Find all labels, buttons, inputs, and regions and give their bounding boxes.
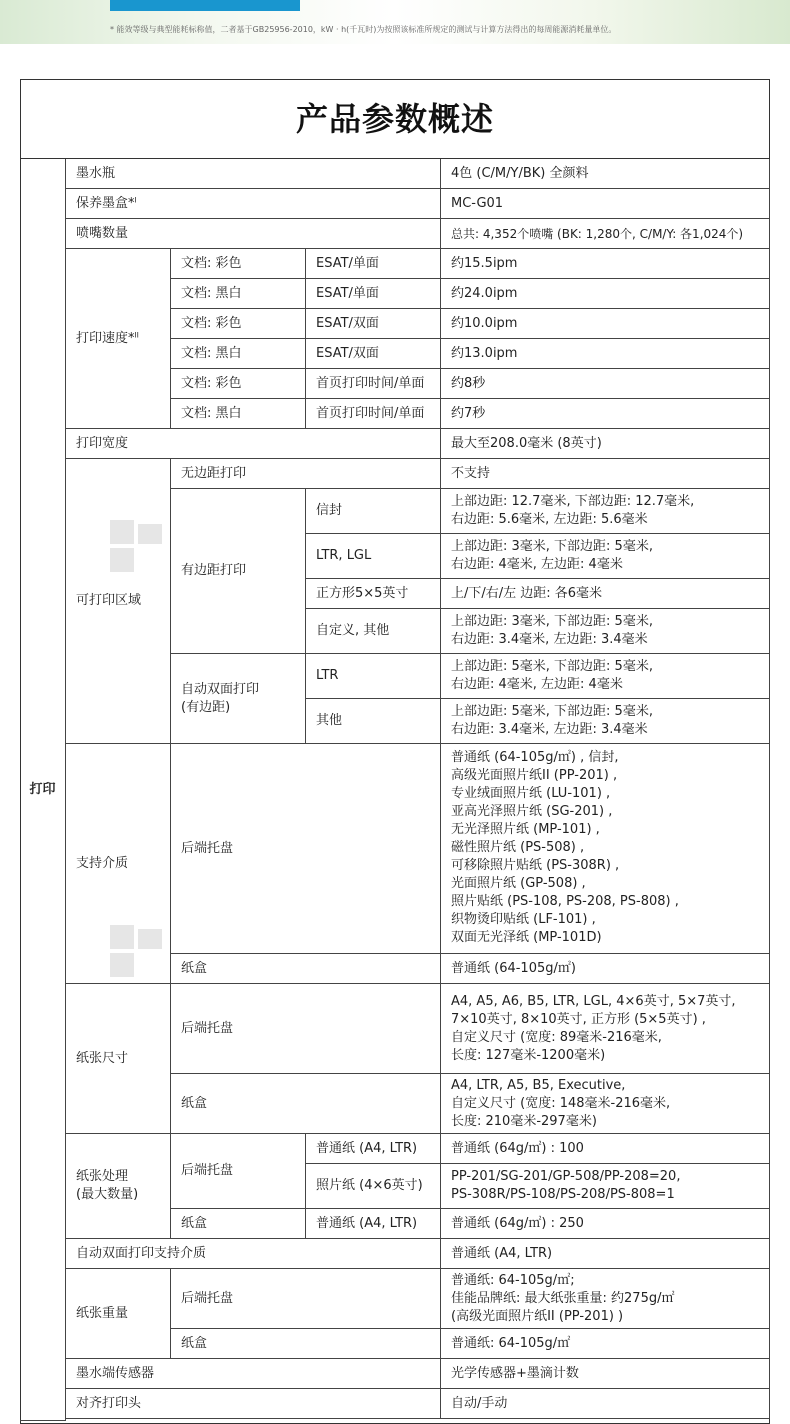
speed-mode-5-cell xyxy=(306,399,441,429)
ink-label: 墨水瓶 xyxy=(76,165,116,181)
ltr-lgl-value-cell xyxy=(441,534,770,579)
align-label: 对齐打印头 xyxy=(76,1395,142,1411)
size-label: 纸张尺寸 xyxy=(76,1050,129,1066)
handling-photo-label: 照片纸 (4×6英寸) xyxy=(316,1178,423,1193)
area-label-cell xyxy=(66,459,171,744)
nozzle-label: 喷嘴数量 xyxy=(76,225,129,241)
size-rear-value: A4, A5, A6, B5, LTR, LGL, 4×6英寸, 5×7英寸, 7×10英寸, 8×10英寸, 正方形 (5×5英寸) , 自定义尺寸 (宽度: 89毫米-216毫米, 长度: 127毫米-1200毫米) xyxy=(451,993,736,1063)
maint-label-cell xyxy=(66,189,441,219)
watermark-logo-icon-2 xyxy=(110,925,170,985)
banner-accent-bar xyxy=(110,0,300,11)
speed-value-5-cell xyxy=(441,399,770,429)
maint-value: MC-G01 xyxy=(451,195,504,211)
handling-photo-value-cell xyxy=(441,1164,770,1209)
weight-rear-value: 普通纸: 64-105g/㎡; 佳能品牌纸: 最大纸张重量: 约275g/㎡ (高级光面照片纸II (PP-201) ) xyxy=(451,1272,675,1324)
duplex-other-value-cell xyxy=(441,699,770,744)
square-cell xyxy=(306,579,441,609)
speed-doc-5-cell xyxy=(171,399,306,429)
ink-value: 4色 (C/M/Y/BK) 全颜料 xyxy=(451,165,589,181)
speed-doc-2-cell xyxy=(171,309,306,339)
speed-value-2: 约10.0ipm xyxy=(451,315,518,331)
ink-value-cell xyxy=(441,159,770,189)
weight-cassette-label: 纸盒 xyxy=(181,1335,208,1351)
handling-label-cell xyxy=(66,1134,171,1239)
width-value: 最大至208.0毫米 (8英寸) xyxy=(451,435,602,451)
speed-value-0-cell xyxy=(441,249,770,279)
ltr-lgl-label: LTR, LGL xyxy=(316,548,372,563)
speed-doc-3: 文档: 黑白 xyxy=(181,345,242,361)
speed-doc-1-cell xyxy=(171,279,306,309)
speed-mode-0: ESAT/单面 xyxy=(316,255,379,271)
width-label-cell xyxy=(66,429,441,459)
borderless-label-cell xyxy=(171,459,441,489)
duplex-media-value: 普通纸 (A4, LTR) xyxy=(451,1245,553,1261)
align-value: 自动/手动 xyxy=(451,1395,508,1411)
section-label: 打印 xyxy=(29,781,56,797)
duplex-media-label: 自动双面打印支持介质 xyxy=(76,1245,207,1261)
size-rear-cell xyxy=(171,984,441,1074)
ltr-lgl-cell xyxy=(306,534,441,579)
handling-cassette-value: 普通纸 (64g/㎡) : 250 xyxy=(451,1215,584,1231)
speed-mode-1-cell xyxy=(306,279,441,309)
handling-rear-cell xyxy=(171,1134,306,1209)
speed-doc-1: 文档: 黑白 xyxy=(181,285,242,301)
size-cassette-value-cell xyxy=(441,1074,770,1134)
section-print xyxy=(20,159,66,1421)
size-cassette-cell xyxy=(171,1074,441,1134)
page-title: 产品参数概述 xyxy=(295,100,494,138)
size-rear-label: 后端托盘 xyxy=(181,1020,234,1036)
handling-plain-value: 普通纸 (64g/㎡) : 100 xyxy=(451,1140,584,1156)
envelope-value: 上部边距: 12.7毫米, 下部边距: 12.7毫米, 右边距: 5.6毫米, 左边距: 5.6毫米 xyxy=(451,494,695,527)
size-label-cell xyxy=(66,984,171,1134)
nozzle-label-cell xyxy=(66,219,441,249)
sensor-value: 光学传感器+墨滴计数 xyxy=(451,1365,579,1381)
speed-doc-2: 文档: 彩色 xyxy=(181,315,242,331)
duplex-other-cell xyxy=(306,699,441,744)
custom-value-cell xyxy=(441,609,770,654)
size-cassette-label: 纸盒 xyxy=(181,1095,208,1111)
speed-value-3: 约13.0ipm xyxy=(451,345,518,361)
envelope-label: 信封 xyxy=(316,503,343,518)
square-value-cell xyxy=(441,579,770,609)
custom-cell xyxy=(306,609,441,654)
handling-photo-cell xyxy=(306,1164,441,1209)
speed-mode-3-cell xyxy=(306,339,441,369)
speed-mode-3: ESAT/双面 xyxy=(316,345,379,361)
ink-label-cell xyxy=(66,159,441,189)
duplex-ltr-cell xyxy=(306,654,441,699)
weight-label: 纸张重量 xyxy=(76,1305,129,1321)
media-rear-label: 后端托盘 xyxy=(181,840,234,856)
duplex-ltr-value-cell xyxy=(441,654,770,699)
duplex-other-label: 其他 xyxy=(316,713,343,728)
borderless-label: 无边距打印 xyxy=(181,465,247,481)
sensor-label-cell xyxy=(66,1359,441,1389)
media-label: 支持介质 xyxy=(76,855,129,871)
custom-label: 自定义, 其他 xyxy=(316,623,390,638)
media-cassette-label: 纸盒 xyxy=(181,960,208,976)
weight-cassette-value-cell xyxy=(441,1329,770,1359)
speed-value-4-cell xyxy=(441,369,770,399)
duplex-media-label-cell xyxy=(66,1239,441,1269)
duplex-label: 自动双面打印 (有边距) xyxy=(181,681,260,715)
borderless-value: 不支持 xyxy=(451,465,491,481)
speed-value-3-cell xyxy=(441,339,770,369)
speed-label: 打印速度*ˡˡ xyxy=(76,330,139,346)
weight-label-cell xyxy=(66,1269,171,1359)
width-value-cell xyxy=(441,429,770,459)
speed-mode-2: ESAT/双面 xyxy=(316,315,379,331)
weight-cassette-cell xyxy=(171,1329,441,1359)
duplex-ltr-label: LTR xyxy=(316,668,339,683)
area-label: 可打印区域 xyxy=(76,593,142,608)
nozzle-value-cell xyxy=(441,219,770,249)
top-banner xyxy=(0,0,790,44)
speed-mode-4-cell xyxy=(306,369,441,399)
nozzle-value: 总共: 4,352个喷嘴 (BK: 1,280个, C/M/Y: 各1,024个) xyxy=(451,226,744,241)
weight-cassette-value: 普通纸: 64-105g/㎡ xyxy=(451,1335,571,1351)
speed-mode-2-cell xyxy=(306,309,441,339)
duplex-label-cell xyxy=(171,654,306,744)
media-cassette-value-cell xyxy=(441,954,770,984)
envelope-value-cell xyxy=(441,489,770,534)
custom-value: 上部边距: 3毫米, 下部边距: 5毫米, 右边距: 3.4毫米, 左边距: 3.4毫米 xyxy=(451,614,653,647)
watermark-logo-icon xyxy=(110,520,170,580)
bordered-label: 有边距打印 xyxy=(181,563,247,578)
handling-plain-value-cell xyxy=(441,1134,770,1164)
speed-doc-4: 文档: 彩色 xyxy=(181,375,242,391)
speed-value-1-cell xyxy=(441,279,770,309)
handling-cassette-label: 纸盒 xyxy=(181,1215,208,1231)
sensor-label: 墨水端传感器 xyxy=(76,1365,155,1381)
duplex-other-value: 上部边距: 5毫米, 下部边距: 5毫米, 右边距: 3.4毫米, 左边距: 3.4毫米 xyxy=(451,704,653,737)
speed-mode-0-cell xyxy=(306,249,441,279)
media-rear-value-cell xyxy=(441,744,770,954)
media-cassette-value: 普通纸 (64-105g/㎡) xyxy=(451,960,576,976)
ltr-lgl-value: 上部边距: 3毫米, 下部边距: 5毫米, 右边距: 4毫米, 左边距: 4毫米 xyxy=(451,539,653,572)
envelope-cell xyxy=(306,489,441,534)
maint-label: 保养墨盒*ˡ xyxy=(76,195,137,211)
handling-cassette-cell xyxy=(171,1209,306,1239)
size-cassette-value: A4, LTR, A5, B5, Executive, 自定义尺寸 (宽度: 148毫米-216毫米, 长度: 210毫米-297毫米) xyxy=(451,1077,671,1129)
handling-plain-cell xyxy=(306,1134,441,1164)
speed-value-1: 约24.0ipm xyxy=(451,285,518,301)
speed-mode-5: 首页打印时间/单面 xyxy=(316,405,425,421)
media-cassette-cell xyxy=(171,954,441,984)
size-rear-value-cell xyxy=(441,984,770,1074)
square-value: 上/下/右/左 边距: 各6毫米 xyxy=(451,585,603,601)
handling-cassette-plain-cell xyxy=(306,1209,441,1239)
speed-doc-0-cell xyxy=(171,249,306,279)
speed-mode-1: ESAT/单面 xyxy=(316,285,379,301)
handling-rear-label: 后端托盘 xyxy=(181,1163,234,1178)
speed-doc-0: 文档: 彩色 xyxy=(181,255,242,271)
speed-doc-3-cell xyxy=(171,339,306,369)
speed-value-4: 约8秒 xyxy=(451,375,486,391)
speed-label-cell xyxy=(66,249,171,429)
speed-value-0: 约15.5ipm xyxy=(451,255,518,271)
weight-rear-value-cell xyxy=(441,1269,770,1329)
borderless-value-cell xyxy=(441,459,770,489)
speed-doc-4-cell xyxy=(171,369,306,399)
handling-label: 纸张处理 (最大数量) xyxy=(76,1169,139,1202)
square-label: 正方形5×5英寸 xyxy=(316,585,409,601)
weight-rear-cell xyxy=(171,1269,441,1329)
media-rear-cell xyxy=(171,744,441,954)
handling-cassette-value-cell xyxy=(441,1209,770,1239)
width-label: 打印宽度 xyxy=(76,435,129,451)
handling-photo-value: PP-201/SG-201/GP-508/PP-208=20, PS-308R/PS-108/PS-208/PS-808=1 xyxy=(451,1169,681,1202)
energy-footnote: * 能效等级与典型能耗标称值，二者基于GB25956-2010，kW · h(千瓦时)为按照该标准所规定的测试与计算方法得出的每周能源消耗量单位。 xyxy=(110,25,617,34)
speed-mode-4: 首页打印时间/单面 xyxy=(316,375,425,391)
media-rear-value: 普通纸 (64-105g/㎡) , 信封, 高级光面照片纸II (PP-201) , 专业绒面照片纸 (LU-101) , 亚高光泽照片纸 (SG-201) , 无光泽照片纸 (MP-101) , 磁性照片纸 (PS-508) , 可移除照片贴纸 (PS-308R) , 光面照片纸 (GP-508) , 照片贴纸 (PS-108, PS-208, PS-808) , 织物烫印贴纸 (LF-101) , 双面无光泽纸 (MP-101D) xyxy=(451,750,679,945)
speed-value-2-cell xyxy=(441,309,770,339)
speed-value-5: 约7秒 xyxy=(451,405,486,421)
handling-plain-label: 普通纸 (A4, LTR) xyxy=(316,1140,418,1156)
bordered-label-cell xyxy=(171,489,306,654)
sensor-value-cell xyxy=(441,1359,770,1389)
maint-value-cell xyxy=(441,189,770,219)
speed-doc-5: 文档: 黑白 xyxy=(181,405,242,421)
weight-rear-label: 后端托盘 xyxy=(181,1290,234,1306)
duplex-ltr-value: 上部边距: 5毫米, 下部边距: 5毫米, 右边距: 4毫米, 左边距: 4毫米 xyxy=(451,659,653,692)
duplex-media-value-cell xyxy=(441,1239,770,1269)
handling-cassette-plain: 普通纸 (A4, LTR) xyxy=(316,1215,418,1231)
